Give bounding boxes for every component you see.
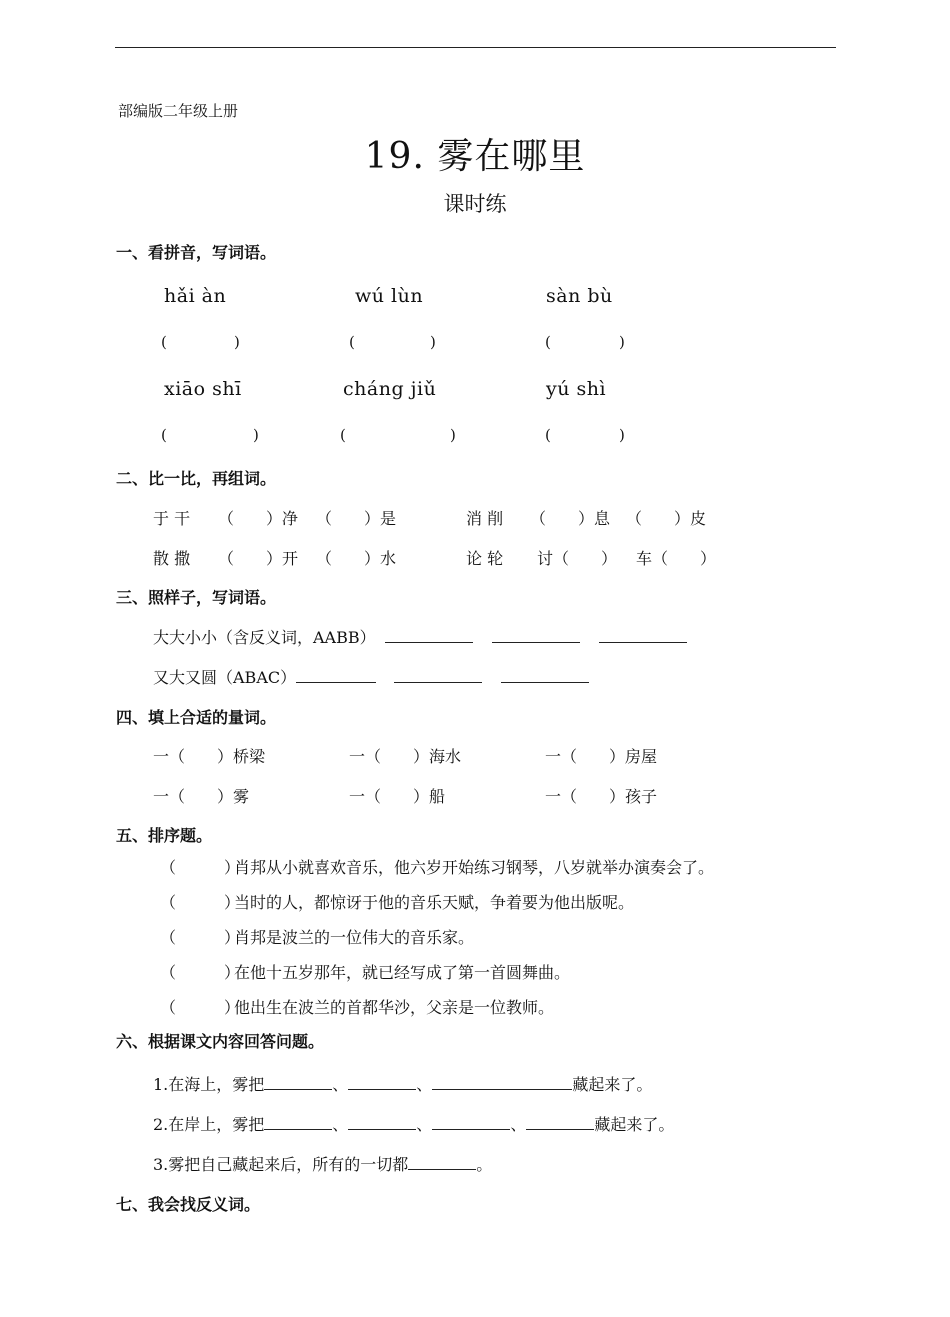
answer-line (394, 668, 482, 683)
word-blank: （ ）皮 (626, 509, 707, 528)
answer-line (501, 668, 589, 683)
question-2-end: 藏起来了。 (594, 1115, 675, 1134)
answer-line (408, 1155, 476, 1170)
measure-word-item: 一（ ）桥梁 (153, 747, 266, 766)
char-pair: 消 削 (466, 509, 504, 528)
section-5-heading: 五、排序题。 (116, 826, 213, 845)
pinyin-5: cháng jiǔ (343, 378, 437, 400)
measure-word-item: 一（ ）孩子 (545, 787, 658, 806)
question-3-end: 。 (476, 1155, 493, 1174)
page-subtitle: 课时练 (443, 192, 507, 216)
order-sentence: 在他十五岁那年，就已经写成了第一首圆舞曲。 (234, 963, 571, 982)
section-4-heading: 四、填上合适的量词。 (116, 708, 277, 727)
order-sentence: 肖邦从小就喜欢音乐，他六岁开始练习钢琴，八岁就举办演奏会了。 (234, 858, 715, 877)
word-blank: （ ）息 (530, 509, 611, 528)
answer-line (385, 628, 473, 643)
measure-word-item: 一（ ）船 (349, 787, 446, 806)
separator: 、 (510, 1115, 527, 1134)
answer-line (492, 628, 580, 643)
order-sentence: 他出生在波兰的首都华沙，父亲是一位教师。 (234, 998, 555, 1017)
word-blank: （ ）是 (316, 509, 397, 528)
section-7-heading: 七、我会找反义词。 (116, 1195, 261, 1214)
pinyin-2: wú lùn (355, 285, 424, 307)
question-2 (153, 1112, 674, 1135)
word-blank: （ ）水 (316, 549, 397, 568)
answer-line (526, 1115, 594, 1130)
pinyin-6: yú shì (546, 378, 607, 400)
order-paren: （ ） (160, 928, 241, 947)
header-rule (115, 47, 836, 48)
answer-paren-close: ) (619, 333, 625, 351)
question-2-start: 2.在岸上，雾把 (153, 1115, 265, 1134)
order-paren: （ ） (160, 963, 241, 982)
answer-paren-close: ) (430, 333, 436, 351)
answer-line (296, 668, 376, 683)
question-1-end: 藏起来了。 (572, 1075, 653, 1094)
pinyin-1: hǎi àn (164, 285, 227, 307)
answer-paren-close: ) (450, 426, 456, 444)
separator: 、 (332, 1075, 349, 1094)
separator: 、 (332, 1115, 349, 1134)
example-2: 又大又圆（ABAC） (153, 668, 297, 687)
answer-line (264, 1075, 332, 1090)
answer-paren-close: ) (619, 426, 625, 444)
answer-paren-open: ( (161, 426, 167, 444)
char-pair: 论 轮 (466, 549, 504, 568)
answer-paren-close: ) (234, 333, 240, 351)
answer-paren-open: ( (545, 333, 551, 351)
answer-paren-open: ( (349, 333, 355, 351)
word-blank: 讨（ ） (537, 549, 618, 568)
measure-word-item: 一（ ）房屋 (545, 747, 658, 766)
separator: 、 (416, 1075, 433, 1094)
answer-line (264, 1115, 332, 1130)
order-paren: （ ） (160, 998, 241, 1017)
order-sentence: 当时的人，都惊讶于他的音乐天赋，争着要为他出版呢。 (234, 893, 635, 912)
pinyin-3: sàn bù (546, 285, 613, 307)
answer-paren-open: ( (161, 333, 167, 351)
char-pair: 于 干 (153, 509, 191, 528)
answer-line (432, 1115, 510, 1130)
question-1 (153, 1072, 652, 1095)
word-blank: 车（ ） (636, 549, 717, 568)
answer-paren-close: ) (253, 426, 259, 444)
answer-paren-open: ( (545, 426, 551, 444)
answer-paren-open: ( (340, 426, 346, 444)
question-1-start: 1.在海上，雾把 (153, 1075, 265, 1094)
answer-line (348, 1075, 416, 1090)
measure-word-item: 一（ ）海水 (349, 747, 462, 766)
measure-word-item: 一（ ）雾 (153, 787, 250, 806)
example-1: 大大小小（含反义词，AABB） (153, 628, 376, 647)
section-3-heading: 三、照样子，写词语。 (116, 588, 277, 607)
char-pair: 散 撒 (153, 549, 191, 568)
order-paren: （ ） (160, 893, 241, 912)
word-blank: （ ）开 (218, 549, 299, 568)
order-sentence: 肖邦是波兰的一位伟大的音乐家。 (234, 928, 475, 947)
answer-line (599, 628, 687, 643)
pinyin-4: xiāo shī (164, 378, 242, 400)
section-6-heading: 六、根据课文内容回答问题。 (116, 1032, 325, 1051)
answer-line (348, 1115, 416, 1130)
separator: 、 (416, 1115, 433, 1134)
question-3 (153, 1152, 492, 1175)
question-3-start: 3.雾把自己藏起来后，所有的一切都 (153, 1155, 409, 1174)
section-2-heading: 二、比一比，再组词。 (116, 469, 277, 488)
order-paren: （ ） (160, 858, 241, 877)
answer-line (432, 1075, 572, 1090)
section-1-heading: 一、看拼音，写词语。 (116, 243, 277, 262)
page-title: 19. 雾在哪里 (364, 136, 586, 177)
word-blank: （ ）净 (218, 509, 299, 528)
grade-label: 部编版二年级上册 (118, 102, 239, 120)
